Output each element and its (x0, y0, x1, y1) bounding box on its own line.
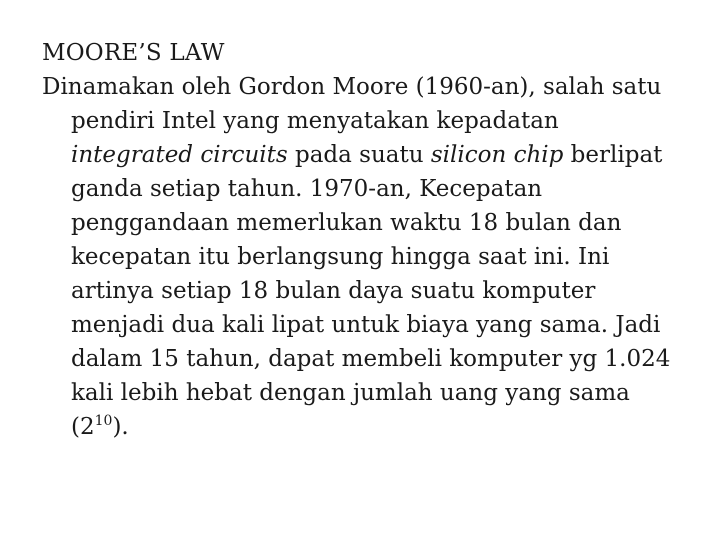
body-text-3: berlipat ganda setiap tahun. 1970-an, Kecepatan penggandaan memerlukan waktu 18 bulan dan kecepatan itu berlangsung hingga saat ini. Ini artinya setiap 18 bulan daya suatu komputer menjadi dua kali lipat untuk biaya yang sama. Jadi dalam 15 tahun, dapat membeli komputer yg 1.024 kali lebih hebat dengan jumlah uang yang sama (2 (71, 142, 671, 440)
body-paragraph (42, 70, 682, 444)
body-text-2: pada suatu (287, 142, 431, 168)
exponent-superscript: 10 (94, 413, 113, 429)
body-italic-integrated-circuits: integrated circuits (71, 142, 288, 168)
slide-title: MOORE’S LAW (42, 40, 225, 66)
body-text-4: ). (112, 414, 129, 440)
body-text-1: Dinamakan oleh Gordon Moore (1960-an), salah satu pendiri Intel yang menyatakan kepadatan (42, 74, 662, 134)
slide-content (42, 36, 682, 444)
body-italic-silicon-chip: silicon chip (430, 142, 564, 168)
